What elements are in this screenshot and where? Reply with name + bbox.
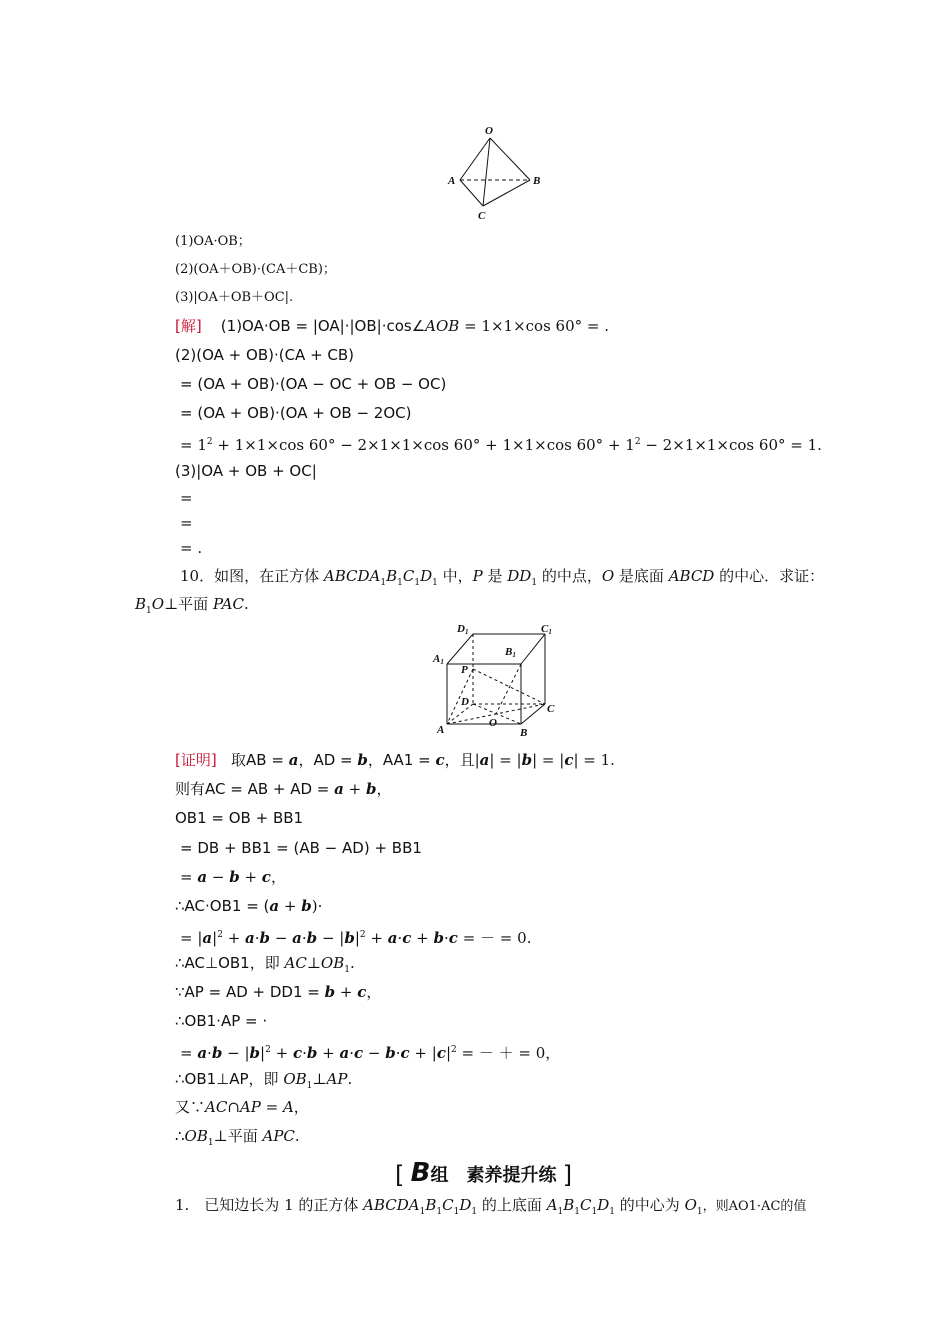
text: . [347,1070,353,1088]
question-1: (1)OA·OB； [175,234,251,249]
subscript: 1 [453,1207,460,1217]
subscript: 1 [207,1138,214,1148]
solution-2-line-1: (2)(OA + OB)·(CA + CB) [175,346,355,364]
text: AP [326,1070,348,1088]
text: 是 [482,567,508,585]
text: 的中心．求证： [714,567,825,585]
text: )· [311,897,323,915]
text: + [411,929,434,947]
text: · [254,929,260,947]
text: AOB [425,317,460,335]
text: C [402,567,415,585]
text: ，AA1 = [367,751,436,769]
cube-label-c1: C1 [541,623,552,636]
text: a [197,868,208,886]
text: OB [283,1070,307,1088]
text: b [357,751,368,769]
text: a [387,929,398,947]
text: 10．如图，在正方体 [180,567,324,585]
tetra-label-b: B [533,175,541,187]
text: b [433,929,445,947]
text: ，则AO1·AC的值 [702,1199,807,1214]
text: a [292,929,302,947]
text: − 2×1×1×cos 60° = 1. [640,436,822,454]
text: + [335,983,358,1001]
text: ，且| [444,751,480,769]
text: 的中心为 [615,1196,685,1214]
subscript: 1 [574,1207,581,1217]
text: O [684,1196,697,1214]
text: . [243,595,249,613]
text: A [282,1098,294,1116]
text: B [563,1196,575,1214]
text: = [180,1044,198,1062]
subscript: 1 [146,606,152,616]
proof-line-7 [180,925,531,948]
text: PAC [212,595,244,613]
bracket-close: ] [562,1161,573,1189]
text: . [294,1127,300,1145]
text: ， [366,983,382,1001]
proof-line-4: = DB + BB1 = (AB − AD) + BB1 [180,839,422,857]
text: · [207,1044,212,1062]
text: − [363,1044,386,1062]
text: · [349,1044,354,1062]
text: = | [180,929,203,947]
text: AP [239,1098,261,1116]
text: ABCD [668,567,715,585]
cube-label-o: O [489,717,497,729]
text: A [546,1196,558,1214]
text: B [135,595,147,613]
text: ， [270,868,286,886]
superscript: 2 [217,930,223,940]
text: 又∵ [175,1098,206,1116]
text: c [436,1044,446,1062]
text: ⊥ [312,1070,327,1088]
text: ⊥平面 [213,1127,263,1145]
text: ， [376,780,392,798]
cube-label-a1: A1 [433,653,444,666]
text: ⊥平面 [164,595,213,613]
text: DD [507,567,532,585]
text: C [442,1196,454,1214]
solution-2-line-4 [180,432,822,455]
text: D [420,567,433,585]
proof-line-11 [180,1040,560,1063]
tetra-label-a: A [448,175,456,187]
text: c [353,1044,364,1062]
text: 1. 已知边长为 1 的正方体 [175,1196,364,1214]
text: = [260,1098,283,1116]
text: AC [284,954,307,972]
proof-line-14 [175,1126,300,1153]
text: c [261,868,271,886]
text: b [521,751,533,769]
text: + [365,929,388,947]
text: + [317,1044,340,1062]
text: = 1 [180,436,207,454]
text: ∴AC·OB1 = ( [175,897,270,915]
subscript: 1 [432,578,438,588]
subscript: 1 [696,1207,703,1217]
text: b [324,983,336,1001]
text: ∴OB1⊥AP，即 [175,1070,284,1088]
text: 取AB = [231,751,289,769]
problem-10-line-1 [180,566,824,593]
text: b [366,780,377,798]
text: a [202,929,213,947]
text: b [211,1044,223,1062]
solution-tag: [解] [175,317,202,335]
subscript: 1 [344,965,350,975]
text: | [260,1044,266,1062]
text: − [207,868,230,886]
text: b [249,1044,261,1062]
text: AC [205,1098,228,1116]
text: APC [262,1127,295,1145]
text: a [197,1044,208,1062]
proof-tag: [证明] [175,751,217,769]
text: · [302,1044,307,1062]
tetrahedron-figure [440,120,550,230]
text: a [269,897,280,915]
text: b [385,1044,396,1062]
text: P [472,567,483,585]
text: + 1×1×cos 60° − 2×1×1×cos 60° + 1×1×cos 60° + 1 [212,436,635,454]
text: D [459,1196,472,1214]
text: c [435,751,445,769]
section-title: 组 素养提升练 [430,1165,557,1186]
question-2: (2)(OA＋OB)·(CA＋CB)； [175,262,336,277]
text: c [292,1044,303,1062]
problem-10-line-2 [135,594,249,621]
text: + [239,868,262,886]
solution-2-line-3: = (OA + OB)·(OA + OB − 2OC) [180,404,412,422]
text: B [386,567,398,585]
text: = [180,868,198,886]
superscript: 2 [451,1045,457,1055]
tetra-label-c: C [478,210,486,222]
bracket-open: [ [395,1161,405,1189]
superscript: 2 [265,1045,271,1055]
subscript: 1 [609,1207,616,1217]
text: + [279,897,302,915]
text: − | [222,1044,250,1062]
text: B [425,1196,437,1214]
text: ABCDA [323,567,381,585]
text: ∴AC⊥OB1，即 [175,954,285,972]
section-letter: B [410,1158,431,1188]
text: 中， [437,567,473,585]
proof-line-6 [175,896,322,916]
question-3: (3)|OA＋OB＋OC|. [175,290,294,305]
text: a [479,751,490,769]
cube-label-b: B [520,727,528,739]
text: + | [409,1044,437,1062]
cube-label-d: D [461,696,469,708]
proof-line-8 [175,953,355,980]
text: b [301,897,312,915]
solution-2-line-2: = (OA + OB)·(OA − OC + OB − OC) [180,375,447,393]
text: ∩ [227,1098,240,1116]
problem-b1 [175,1195,806,1222]
text: ⊥ [306,954,321,972]
text: | [445,1044,452,1062]
text: b [259,929,271,947]
text: ，AD = [298,751,358,769]
solution-3-line-2: = [180,489,193,507]
subscript: 1 [557,1207,564,1217]
cube-label-p: P [461,664,468,676]
solution-3-line-1: (3)|OA + OB + OC| [175,462,317,480]
text: | = | [489,751,522,769]
superscript: 2 [634,437,641,447]
text: − | [317,929,345,947]
cube-label-b1: B1 [505,646,516,659]
text: a [334,780,344,798]
text: · [397,929,403,947]
text: a [288,751,299,769]
text: = 1×1×cos 60° = . [459,317,610,335]
text: = － = 0. [457,929,532,947]
text: c [357,983,367,1001]
proof-line-13 [175,1097,309,1117]
text: . [349,954,355,972]
text: c [402,929,412,947]
subscript: 1 [414,578,421,588]
text: OB [184,1127,208,1145]
cube-label-c: C [547,703,555,715]
text: | = | [532,751,565,769]
text: | [354,929,360,947]
subscript: 1 [591,1207,598,1217]
subscript: 1 [471,1207,478,1217]
text: 的上底面 [477,1196,547,1214]
proof-line-1 [175,750,615,770]
text: ABCDA [363,1196,420,1214]
text: 的中点， [537,567,602,585]
text: ∵AP = AD + DD1 = [175,983,325,1001]
solution-3-line-4: = . [180,539,203,557]
text: 是底面 [614,567,669,585]
text: 则有AC = AB + AD = [175,780,335,798]
proof-line-5 [180,867,286,887]
cube-label-a: A [437,724,445,736]
text: + [270,1044,293,1062]
solution-3-line-3: = [180,514,193,532]
subscript: 1 [419,1207,426,1217]
text: D [597,1196,610,1214]
text: a [339,1044,350,1062]
section-header [395,1158,595,1189]
subscript: 1 [397,578,403,588]
cube-figure [425,620,565,745]
subscript: 1 [531,578,538,588]
text: O [601,567,615,585]
proof-line-2 [175,779,392,799]
text: O [151,595,165,613]
text: | [212,929,218,947]
text: b [306,1044,318,1062]
text: = － ＋ = 0， [456,1044,561,1062]
text: + [222,929,246,947]
proof-line-10: ∴OB1·AP = · [175,1012,268,1030]
proof-line-12 [175,1069,352,1096]
text: OB [320,954,345,972]
subscript: 1 [306,1081,313,1091]
text: · [444,929,449,947]
text: + [343,780,366,798]
text: (1)OA·OB = |OA|·|OB|·cos∠ [220,317,426,335]
text: ， [293,1098,309,1116]
text: c [448,929,458,947]
text: a [245,929,255,947]
tetra-label-o: O [485,125,493,137]
superscript: 2 [206,437,213,447]
text: c [564,751,574,769]
text: c [400,1044,410,1062]
text: · [301,929,307,947]
cube-label-d1: D1 [457,623,469,636]
text: − [270,929,293,947]
text: b [344,929,355,947]
text: C [580,1196,592,1214]
subscript: 1 [436,1207,443,1217]
text: · [395,1044,401,1062]
text: ∴ [175,1127,185,1145]
subscript: 1 [380,578,387,588]
text: b [306,929,318,947]
proof-line-3: OB1 = OB + BB1 [175,809,304,827]
superscript: 2 [359,930,366,940]
solution-line-1 [175,316,609,336]
text: b [229,868,240,886]
proof-line-9 [175,982,381,1002]
text: | = 1. [573,751,615,769]
